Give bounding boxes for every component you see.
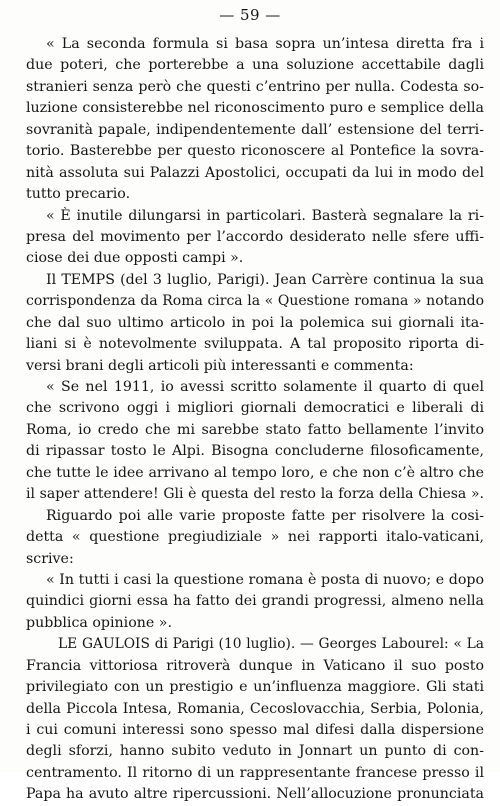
- text-line: Papa ha avuto altre ripercussioni. Nell’allocuzione pronunciata: [26, 786, 484, 803]
- text-line: due poteri, che porterebbe a una soluzione accettabile dagli: [26, 57, 484, 74]
- text-line: stranieri senza però che questi c’entrino per nulla. Codesta so-: [26, 78, 484, 95]
- text-line: « Se nel 1911, io avessi scritto solamente il quarto di quel: [46, 379, 484, 395]
- text-line: nità assoluta sui Palazzi Apostolici, occupati da lui in modo del: [26, 164, 484, 181]
- text-line: Roma, io credo che mi sarebbe stato fatto bellamente l’invito: [26, 421, 484, 438]
- text-line: detta « questione pregiudiziale » nei rapporti italo-vaticani,: [26, 529, 484, 546]
- text-line: luzione consisterebbe nel riconoscimento puro e semplice della: [26, 100, 484, 117]
- text-line: Francia vittoriosa ritroverà dunque in Vaticano il suo posto: [26, 657, 484, 674]
- text-line: corrispondenza da Roma circa la « Questione romana » notando: [26, 293, 484, 310]
- text-line: LE GAULOIS di Parigi (10 luglio). — Georges Labourel: « La: [58, 636, 484, 653]
- text-line: che dal suo ultimo articolo in poi la polemica sui giornali ita-: [26, 314, 484, 331]
- text-line: versi brani degli articoli più interessanti e commenta:: [26, 357, 414, 374]
- text-line: torio. Basterebbe per questo riconoscere al Pontefice la sovra-: [26, 143, 484, 160]
- text-line: Il TEMPS (del 3 luglio, Parigi). Jean Carrère continua la sua: [46, 271, 484, 288]
- text-line: « È inutile dilungarsi in particolari. Basterà segnalare la ri-: [46, 207, 484, 224]
- text-line: sovranità papale, indipendentemente dall’ estensione del terri-: [26, 121, 484, 138]
- text-line: centramento. Il ritorno di un rappresentante francese presso il: [26, 764, 484, 781]
- text-line: i cui comuni interessi sono spesso mal difesi dalla dispersione: [26, 722, 484, 738]
- text-line: « La seconda formula si basa sopra un’intesa diretta fra i: [46, 36, 484, 52]
- text-line: il saper attendere! Gli è questa del resto la forza della Chiesa ».: [26, 486, 484, 503]
- text-line: degli sforzi, hanno subito veduto in Jonnart un punto di con-: [26, 743, 484, 760]
- text-line: di ripassar tosto le Alpi. Bisogna concluderne filosoficamente,: [26, 443, 484, 460]
- body-text: [26, 34, 484, 806]
- text-line: che scrivono oggi i migliori giornali democratici e liberali di: [26, 400, 484, 417]
- text-line: « In tutti i casi la questione romana è posta di nuovo; e dopo: [46, 571, 484, 588]
- text-line: ciose dei due opposti campi ».: [26, 250, 244, 267]
- text-line: della Piccola Intesa, Romania, Cecoslovacchia, Serbia, Polonia,: [26, 700, 484, 717]
- text-line: quindici giorni essa ha fatto dei grandi progressi, almeno nella: [26, 593, 484, 610]
- text-line: che tutte le idee arrivano al tempo loro, e che non c’è altro che: [26, 464, 484, 481]
- text-line: liani si è notevolmente sviluppata. A tal proposito riporta di-: [26, 336, 484, 353]
- text-line: privilegiato con un prestigio e un’influenza maggiore. Gli stati: [26, 679, 484, 696]
- text-line: scrive:: [26, 550, 74, 567]
- text-line: Riguardo poi alle varie proposte fatte per risolvere la cosi-: [46, 507, 484, 524]
- text-line: pubblica opinione ».: [26, 614, 172, 631]
- text-line: presa del movimento per l’accordo desiderato nelle sfere uffi-: [26, 228, 484, 245]
- page-number: — 59 —: [219, 6, 281, 24]
- text-line: tutto precario.: [26, 186, 131, 203]
